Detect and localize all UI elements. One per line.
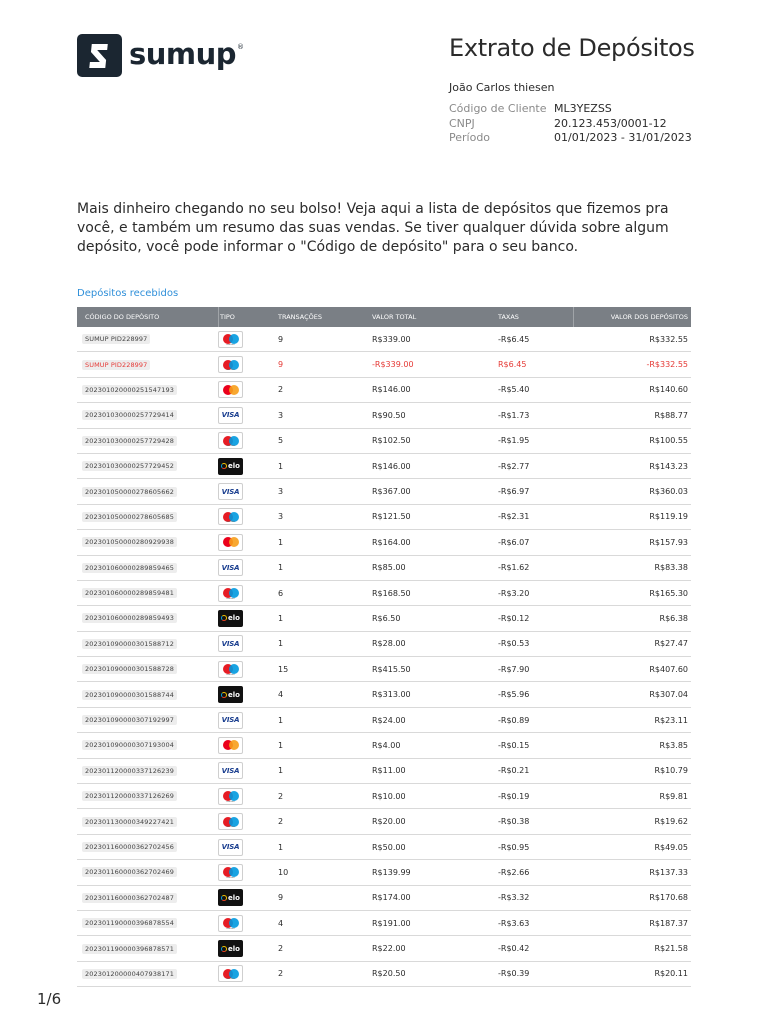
cell-fee: -R$2.77: [498, 461, 530, 471]
visa-icon: [218, 839, 243, 856]
table-row: [77, 759, 691, 784]
table-row: [77, 556, 691, 581]
mastercard-icon: [218, 534, 243, 551]
cell-transactions: 9: [278, 360, 284, 370]
deposit-code: 202301050000278605685: [82, 512, 177, 522]
meta-row-period: [449, 131, 692, 146]
cell-type: [218, 407, 278, 424]
maestro-icon: maestro: [218, 356, 243, 373]
cell-code: [77, 817, 218, 827]
cell-type: [218, 331, 278, 348]
deposit-code: 202301130000349227421: [82, 817, 177, 827]
client-name: João Carlos thiesen: [449, 81, 555, 94]
visa-icon: [218, 559, 243, 576]
elo-label: elo: [221, 894, 240, 902]
maestro-icon: maestro: [218, 788, 243, 805]
maestro-icon: maestro: [218, 965, 243, 982]
table-row: [77, 962, 691, 987]
visa-label: VISA: [221, 639, 240, 648]
cell-transactions: 3: [278, 487, 284, 497]
elo-icon: [218, 686, 243, 703]
meta-value: ML3YEZSS: [554, 102, 612, 115]
col-header-total: VALOR TOTAL: [372, 313, 417, 321]
deposit-code: 202301190000396878571: [82, 944, 177, 954]
cell-deposit-value: R$137.33: [649, 867, 688, 877]
cell-total: R$11.00: [372, 766, 406, 776]
table-row: [77, 505, 691, 530]
cell-fee: -R$2.31: [498, 512, 530, 522]
deposit-code: 202301060000289859481: [82, 588, 177, 598]
cell-type: [218, 686, 278, 703]
cell-transactions: 1: [278, 563, 284, 573]
cell-total: -R$339.00: [372, 360, 414, 370]
cell-transactions: 10: [278, 867, 289, 877]
elo-label: elo: [221, 462, 240, 470]
cell-deposit-value: R$88.77: [654, 410, 688, 420]
sumup-logo-icon: [77, 34, 122, 77]
cell-deposit-value: R$21.58: [654, 944, 688, 954]
cell-code: [77, 563, 218, 573]
visa-icon: [218, 407, 243, 424]
cell-type: [218, 915, 278, 932]
cell-total: R$24.00: [372, 715, 406, 725]
table-row: [77, 784, 691, 809]
cell-code: [77, 385, 218, 395]
deposit-code: 202301030000257729452: [82, 461, 177, 471]
cell-total: R$20.50: [372, 969, 406, 979]
deposit-code: 202301090000301588712: [82, 639, 177, 649]
cell-fee: -R$5.96: [498, 690, 530, 700]
table-row: [77, 733, 691, 758]
cell-code: [77, 740, 218, 750]
cell-type: [218, 483, 278, 500]
visa-label: VISA: [221, 411, 240, 420]
cell-type: [218, 737, 278, 754]
cell-code: [77, 690, 218, 700]
deposit-code: 202301030000257729428: [82, 436, 177, 446]
cell-code: [77, 944, 218, 954]
elo-label: elo: [221, 691, 240, 699]
cell-deposit-value: R$100.55: [649, 436, 688, 446]
meta-label: Código de Cliente: [449, 102, 547, 115]
cell-transactions: 9: [278, 893, 284, 903]
cell-code: [77, 613, 218, 623]
document-title: Extrato de Depósitos: [449, 34, 695, 62]
col-header-code: CÓDIGO DO DEPÓSITO: [85, 313, 160, 321]
cell-code: [77, 969, 218, 979]
cell-transactions: 1: [278, 461, 284, 471]
cell-fee: -R$6.07: [498, 537, 530, 547]
table-row: [77, 327, 691, 352]
cell-transactions: 2: [278, 944, 284, 954]
elo-label: elo: [221, 614, 240, 622]
cell-transactions: 4: [278, 918, 284, 928]
cell-type: [218, 610, 278, 627]
cell-fee: -R$0.21: [498, 766, 530, 776]
cell-code: [77, 639, 218, 649]
cell-code: [77, 461, 218, 471]
cell-transactions: 1: [278, 766, 284, 776]
cell-type: [218, 381, 278, 398]
cell-type: [218, 864, 278, 881]
cell-deposit-value: R$332.55: [649, 334, 688, 344]
cell-transactions: 3: [278, 410, 284, 420]
cell-total: R$90.50: [372, 410, 406, 420]
deposit-code: 202301090000301588744: [82, 690, 177, 700]
mastercard-icon: [218, 737, 243, 754]
cell-fee: -R$0.89: [498, 715, 530, 725]
cell-fee: -R$0.42: [498, 944, 530, 954]
cell-fee: -R$0.95: [498, 842, 530, 852]
maestro-icon: maestro: [218, 585, 243, 602]
cell-transactions: 2: [278, 817, 284, 827]
cell-type: [218, 458, 278, 475]
deposit-code: 202301120000337126269: [82, 791, 177, 801]
table-row: [77, 911, 691, 936]
maestro-icon: maestro: [218, 661, 243, 678]
table-row: [77, 429, 691, 454]
cell-total: R$174.00: [372, 893, 411, 903]
cell-code: [77, 512, 218, 522]
cell-code: [77, 334, 218, 344]
cell-total: R$139.99: [372, 867, 411, 877]
cell-transactions: 2: [278, 969, 284, 979]
cell-code: [77, 537, 218, 547]
cell-deposit-value: R$140.60: [649, 385, 688, 395]
deposit-code: 202301160000362702469: [82, 867, 177, 877]
cell-fee: -R$7.90: [498, 664, 530, 674]
table-row: [77, 936, 691, 961]
page-number: 1/6: [37, 990, 62, 1008]
col-header-deposit-value: VALOR DOS DEPÓSITOS: [573, 307, 691, 327]
cell-transactions: 9: [278, 334, 284, 344]
cell-fee: -R$0.19: [498, 791, 530, 801]
deposit-code: 202301050000280929938: [82, 537, 177, 547]
cell-deposit-value: R$20.11: [654, 969, 688, 979]
cell-deposit-value: R$157.93: [649, 537, 688, 547]
cell-deposit-value: R$6.38: [659, 613, 688, 623]
cell-code: [77, 867, 218, 877]
cell-fee: -R$6.45: [498, 334, 530, 344]
cell-type: [218, 585, 278, 602]
deposit-code: 202301090000307192997: [82, 715, 177, 725]
table-row: [77, 479, 691, 504]
visa-label: VISA: [221, 487, 240, 496]
cell-code: [77, 664, 218, 674]
elo-icon: [218, 610, 243, 627]
maestro-icon: maestro: [218, 331, 243, 348]
cell-transactions: 1: [278, 715, 284, 725]
cell-deposit-value: R$360.03: [649, 487, 688, 497]
cell-transactions: 1: [278, 537, 284, 547]
cell-type: [218, 661, 278, 678]
cell-code: [77, 918, 218, 928]
deposit-code: 202301190000396878554: [82, 918, 177, 928]
cell-total: R$146.00: [372, 461, 411, 471]
cell-total: R$191.00: [372, 918, 411, 928]
deposit-code: 202301200000407938171: [82, 969, 177, 979]
table-row: [77, 403, 691, 428]
cell-transactions: 1: [278, 639, 284, 649]
cell-deposit-value: R$83.38: [654, 563, 688, 573]
cell-fee: -R$0.12: [498, 613, 530, 623]
mastercard-icon: [218, 381, 243, 398]
cell-type: [218, 889, 278, 906]
table-row: [77, 352, 691, 377]
cell-type: [218, 559, 278, 576]
cell-deposit-value: R$170.68: [649, 893, 688, 903]
cell-type: [218, 965, 278, 982]
table-row: [77, 378, 691, 403]
deposit-code: 202301060000289859465: [82, 563, 177, 573]
client-meta: [449, 102, 692, 146]
meta-row-cnpj: [449, 117, 692, 132]
meta-label: CNPJ: [449, 116, 475, 130]
cell-type: [218, 534, 278, 551]
cell-deposit-value: R$187.37: [649, 918, 688, 928]
cell-fee: -R$2.66: [498, 867, 530, 877]
cell-code: [77, 842, 218, 852]
cell-total: R$164.00: [372, 537, 411, 547]
table-body: [77, 327, 691, 987]
table-row: [77, 606, 691, 631]
cell-transactions: 3: [278, 512, 284, 522]
cell-deposit-value: R$19.62: [654, 817, 688, 827]
cell-deposit-value: R$307.04: [649, 690, 688, 700]
meta-value: 20.123.453/0001-12: [554, 116, 667, 130]
cell-fee: R$6.45: [498, 360, 527, 370]
cell-code: [77, 436, 218, 446]
table-row: [77, 530, 691, 555]
cell-total: R$28.00: [372, 639, 406, 649]
cell-total: R$22.00: [372, 944, 406, 954]
table-row: [77, 657, 691, 682]
cell-transactions: 15: [278, 664, 289, 674]
cell-type: [218, 508, 278, 525]
visa-label: VISA: [221, 843, 240, 851]
deposit-code: 202301090000301588728: [82, 664, 177, 674]
cell-deposit-value: R$27.47: [654, 639, 688, 649]
table-row: [77, 809, 691, 834]
table-row: [77, 682, 691, 707]
maestro-icon: maestro: [218, 864, 243, 881]
table-row: [77, 835, 691, 860]
table-row: [77, 860, 691, 885]
cell-transactions: 2: [278, 385, 284, 395]
cell-code: [77, 487, 218, 497]
cell-deposit-value: R$10.79: [654, 766, 688, 776]
cell-code: [77, 893, 218, 903]
cell-code: [77, 410, 218, 420]
table-row: [77, 581, 691, 606]
cell-transactions: 5: [278, 436, 284, 446]
cell-deposit-value: R$3.85: [659, 740, 688, 750]
cell-type: [218, 432, 278, 449]
cell-fee: -R$3.20: [498, 588, 530, 598]
deposit-code: SUMUP PID228997: [82, 334, 150, 344]
cell-total: R$146.00: [372, 385, 411, 395]
cell-total: R$168.50: [372, 588, 411, 598]
maestro-icon: maestro: [218, 915, 243, 932]
cell-transactions: 1: [278, 740, 284, 750]
meta-value: 01/01/2023 - 31/01/2023: [554, 131, 692, 144]
visa-icon: [218, 762, 243, 779]
cell-total: R$4.00: [372, 740, 401, 750]
visa-label: VISA: [221, 563, 240, 572]
table-row: [77, 708, 691, 733]
col-header-fees: TAXAS: [498, 313, 519, 321]
visa-label: VISA: [221, 716, 240, 725]
cell-transactions: 2: [278, 791, 284, 801]
cell-total: R$415.50: [372, 664, 411, 674]
cell-total: R$50.00: [372, 842, 406, 852]
cell-transactions: 1: [278, 842, 284, 852]
cell-total: R$313.00: [372, 690, 411, 700]
elo-icon: [218, 458, 243, 475]
cell-fee: -R$3.32: [498, 893, 530, 903]
cell-type: [218, 762, 278, 779]
deposit-code: 202301050000278605662: [82, 487, 177, 497]
meta-row-client-code: [449, 102, 692, 117]
deposit-code: 202301160000362702456: [82, 842, 177, 852]
deposit-code: 202301020000251547193: [82, 385, 177, 395]
deposit-code: SUMUP PID228997: [82, 360, 150, 370]
cell-fee: -R$6.97: [498, 487, 530, 497]
cell-deposit-value: R$165.30: [649, 588, 688, 598]
sumup-logo: [77, 34, 244, 77]
col-header-type: TIPO: [218, 307, 278, 327]
cell-type: [218, 356, 278, 373]
cell-total: R$10.00: [372, 791, 406, 801]
cell-total: R$6.50: [372, 613, 401, 623]
cell-deposit-value: R$407.60: [649, 664, 688, 674]
table-row: [77, 454, 691, 479]
cell-deposit-value: R$9.81: [659, 791, 688, 801]
cell-deposit-value: R$23.11: [654, 715, 688, 725]
col-header-transactions: TRANSAÇÕES: [278, 313, 322, 321]
cell-code: [77, 360, 218, 370]
cell-transactions: 1: [278, 613, 284, 623]
cell-type: [218, 940, 278, 957]
cell-code: [77, 791, 218, 801]
cell-fee: -R$0.15: [498, 740, 530, 750]
cell-fee: -R$1.73: [498, 410, 530, 420]
cell-deposit-value: R$49.05: [654, 842, 688, 852]
elo-icon: [218, 940, 243, 957]
deposit-code: 202301090000307193004: [82, 740, 177, 750]
deposit-code: 202301120000337126239: [82, 766, 177, 776]
cell-fee: -R$0.38: [498, 817, 530, 827]
cell-code: [77, 715, 218, 725]
elo-icon: [218, 889, 243, 906]
maestro-icon: maestro: [218, 813, 243, 830]
maestro-icon: maestro: [218, 508, 243, 525]
cell-fee: -R$1.95: [498, 436, 530, 446]
deposit-code: 202301030000257729414: [82, 410, 177, 420]
cell-fee: -R$0.53: [498, 639, 530, 649]
cell-type: [218, 635, 278, 652]
cell-type: [218, 788, 278, 805]
cell-total: R$121.50: [372, 512, 411, 522]
cell-total: R$20.00: [372, 817, 406, 827]
cell-total: R$367.00: [372, 487, 411, 497]
visa-label: VISA: [221, 766, 240, 775]
cell-code: [77, 766, 218, 776]
cell-transactions: 4: [278, 690, 284, 700]
cell-type: [218, 839, 278, 856]
cell-total: R$102.50: [372, 436, 411, 446]
cell-fee: -R$3.63: [498, 918, 530, 928]
table-header: [77, 307, 691, 327]
intro-text: Mais dinheiro chegando no seu bolso! Veja aqui a lista de depósitos que fizemos pra você, e também um resumo das suas vendas. Se tiver qualquer dúvida sobre algum depósito, você pode informar o "Código de depósito" para o seu banco.: [77, 201, 669, 255]
cell-code: [77, 588, 218, 598]
deposits-table: [77, 307, 691, 987]
sumup-logo-text: sumup®: [129, 36, 244, 71]
visa-icon: [218, 712, 243, 729]
visa-icon: [218, 635, 243, 652]
table-row: [77, 632, 691, 657]
visa-icon: [218, 483, 243, 500]
cell-type: [218, 813, 278, 830]
elo-label: elo: [221, 945, 240, 953]
cell-fee: -R$0.39: [498, 969, 530, 979]
deposit-code: 202301060000289859493: [82, 613, 177, 623]
cell-deposit-value: R$143.23: [649, 461, 688, 471]
section-label-deposits: Depósitos recebidos: [77, 288, 179, 299]
table-row: [77, 886, 691, 911]
cell-fee: -R$1.62: [498, 563, 530, 573]
deposit-code: 202301160000362702487: [82, 893, 177, 903]
maestro-icon: maestro: [218, 432, 243, 449]
cell-type: [218, 712, 278, 729]
cell-transactions: 6: [278, 588, 284, 598]
meta-label: Período: [449, 131, 491, 144]
cell-deposit-value: -R$332.55: [646, 360, 688, 370]
cell-total: R$339.00: [372, 334, 411, 344]
cell-deposit-value: R$119.19: [649, 512, 688, 522]
cell-total: R$85.00: [372, 563, 406, 573]
cell-fee: -R$5.40: [498, 385, 530, 395]
